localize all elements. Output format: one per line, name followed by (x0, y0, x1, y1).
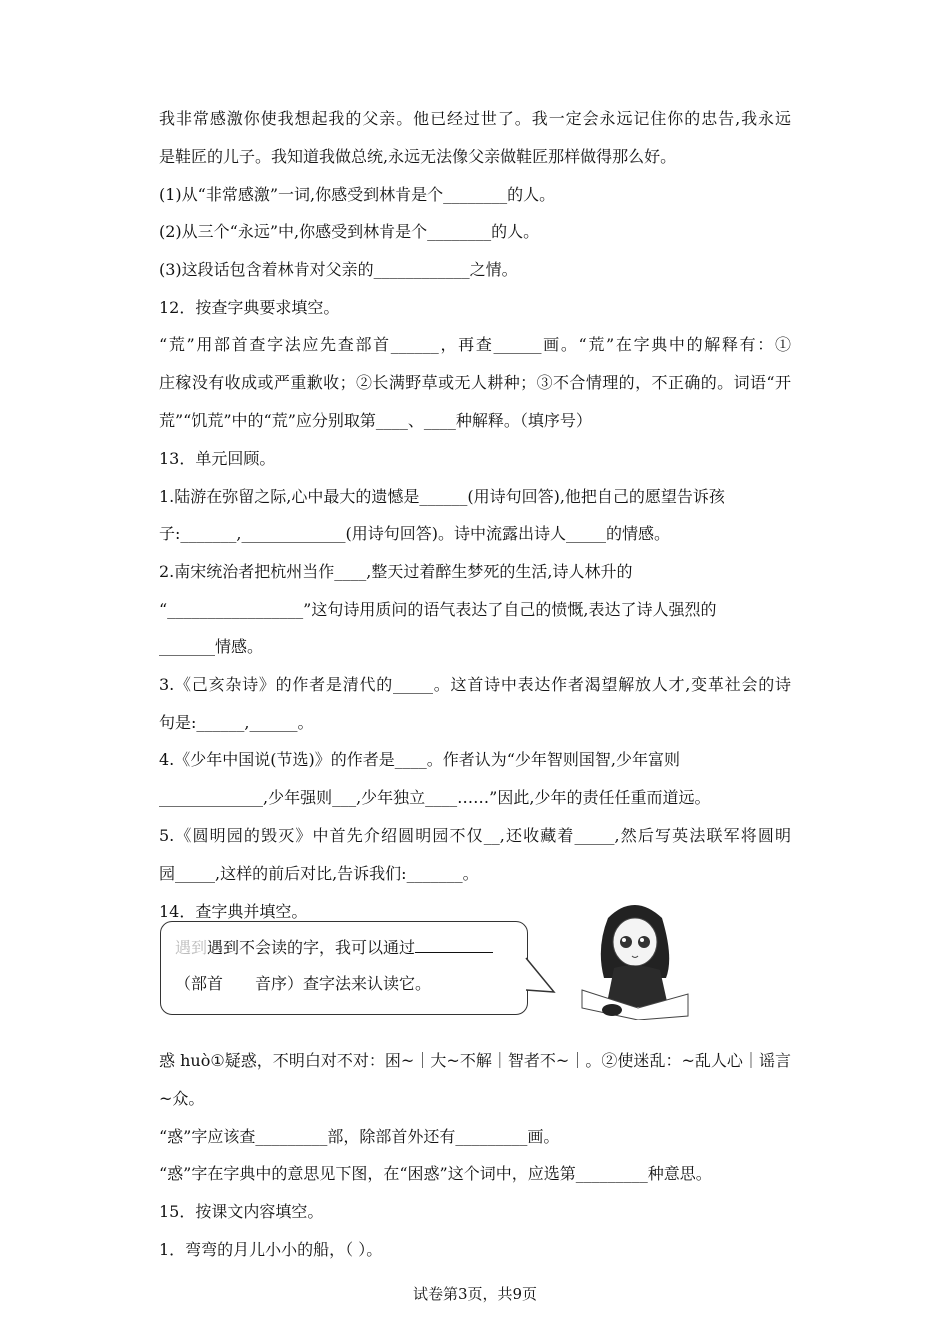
question-heading: 13．单元回顾。 (159, 449, 276, 468)
dictionary-entry: 惑 huò①疑惑，不明白对不对：困~｜大~不解｜智者不~｜。②使迷乱：~乱人心｜谣言 (159, 1051, 791, 1070)
answer-blank (415, 938, 493, 953)
text-line: (1)从“非常感激”一词,你感受到林肯是个________的人。 (159, 185, 556, 204)
page-footer: 试卷第3页，共9页 (412, 1285, 538, 1303)
text-line: 1.陆游在弥留之际,心中最大的遗憾是______(用诗句回答),他把自己的愿望告诉孩 (159, 487, 725, 506)
text-line: 5.《圆明园的毁灭》中首先介绍圆明园不仅__,还收藏着_____,然后写英法联军将圆明 (159, 826, 791, 845)
girl-reading-illustration (578, 898, 694, 1020)
bubble-line-1-text: 遇到不会读的字，我可以通过 (207, 938, 416, 957)
bubble-ghost-text: 遇到 (175, 938, 208, 957)
text-line: “荒”用部首查字法应先查部首______，再查______画。“荒”在字典中的解释有：① (159, 335, 791, 354)
text-line: 荒”“饥荒”中的“荒”应分别取第____、____种解释。（填序号） (159, 411, 592, 430)
bubble-line-1 (207, 935, 493, 958)
text-line: _____________,少年强则___,少年独立____……”因此,少年的责任任重而道远。 (159, 788, 711, 807)
text-line: “_________________”这句诗用质问的语气表达了自己的愤慨,表达了诗人强烈的 (159, 600, 717, 619)
text-line: “惑”字在字典中的意思见下图，在“困惑”这个词中，应选第_________种意思。 (159, 1164, 712, 1183)
text-line: (3)这段话包含着林肯对父亲的____________之情。 (159, 260, 518, 279)
speech-bubble (160, 921, 528, 1015)
text-line: (2)从三个“永远”中,你感受到林肯是个________的人。 (159, 222, 540, 241)
text-line: 2.南宋统治者把杭州当作____,整天过着醉生梦死的生活,诗人林升的 (159, 562, 633, 581)
text-line: 是鞋匠的儿子。我知道我做总统,永远无法像父亲做鞋匠那样做得那么好。 (159, 147, 677, 166)
question-heading: 12．按查字典要求填空。 (159, 298, 340, 317)
text-line: 4.《少年中国说(节选)》的作者是____。作者认为“少年智则国智,少年富则 (159, 750, 681, 769)
question-heading: 14．查字典并填空。 (159, 902, 308, 921)
text-line: 庄稼没有收成或严重歉收；②长满野草或无人耕种；③不合情理的，不正确的。词语“开 (159, 373, 791, 392)
text-line: “惑”字应该查_________部，除部首外还有_________画。 (159, 1127, 560, 1146)
question-heading: 15．按课文内容填空。 (159, 1202, 324, 1221)
text-line: 子:_______,_____________(用诗句回答)。诗中流露出诗人_____的情感。 (159, 524, 670, 543)
dictionary-entry: ~众。 (159, 1089, 205, 1108)
text-line: 句是:______,______。 (159, 713, 314, 732)
text-line: 园_____,这样的前后对比,告诉我们:_______。 (159, 864, 479, 883)
text-line: 我非常感激你使我想起我的父亲。他已经过世了。我一定会永远记住你的忠告,我永远 (159, 109, 791, 128)
text-line: _______情感。 (159, 637, 264, 656)
bubble-line-2: （部首 音序）查字法来认读它。 (175, 974, 432, 993)
text-line: 1．弯弯的月儿小小的船，（ ）。 (159, 1240, 383, 1259)
bubble-tail (520, 956, 560, 996)
text-line: 3.《己亥杂诗》的作者是清代的_____。这首诗中表达作者渴望解放人才,变革社会的诗 (159, 675, 791, 694)
